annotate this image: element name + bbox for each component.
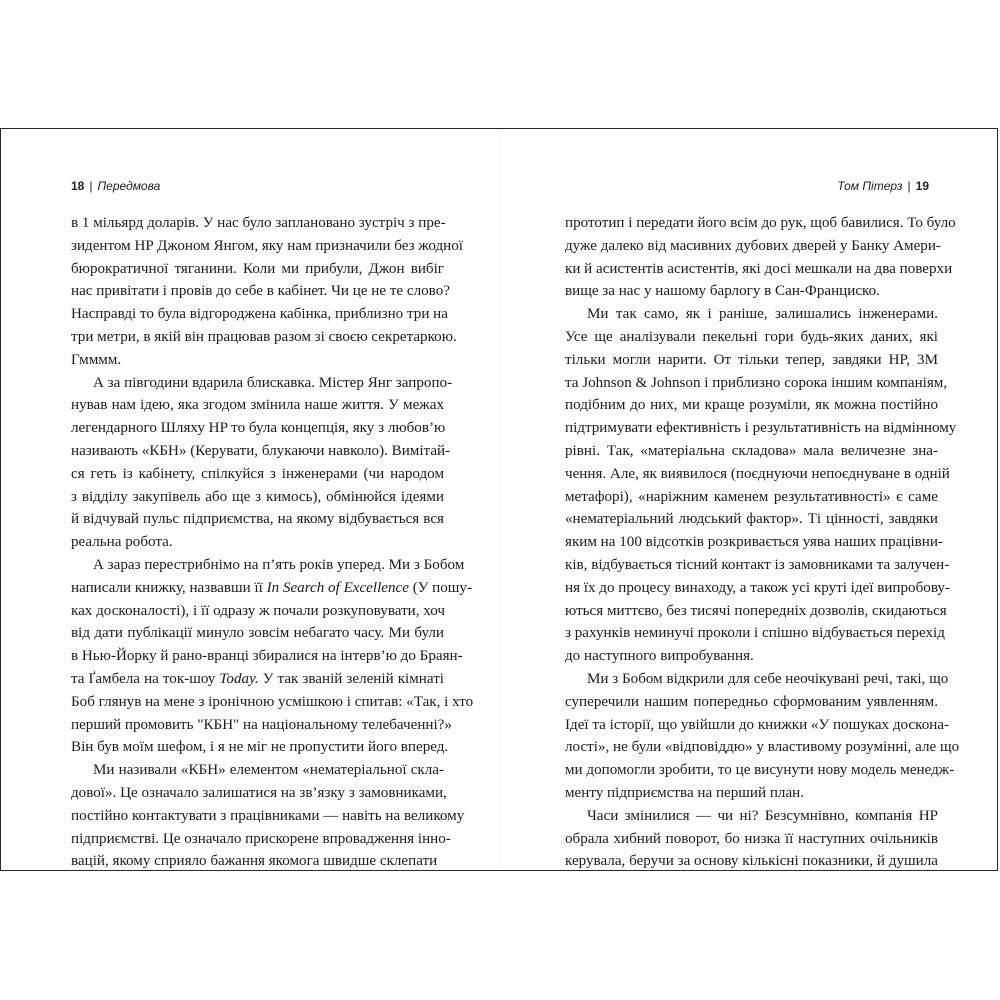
right-page-text xyxy=(565,212,960,873)
left-page-number: 18 xyxy=(71,179,85,193)
right-header-separator: | xyxy=(907,179,911,193)
text-line: ня їх до процесу винаходу, а також усі круті ідеї випробову- xyxy=(565,579,950,596)
text-line: перший промовить "КБН" на національному телебаченні?» xyxy=(71,716,452,733)
text-line: прототип і передати його всім до рук, щоб бавилися. То було xyxy=(565,215,956,231)
text-line: Ми називали «КБН» елементом «нематеріальної скла- xyxy=(93,762,444,779)
text-line: вацій, якому сприяло бажання якомога швидше склепати xyxy=(71,853,438,870)
text-line: в 1 мільярд доларів. У нас було заплановано зустріч з пре- xyxy=(71,215,446,231)
text-line: рівні. Так, «матеріальна складова» мала величезне зна- xyxy=(565,442,938,459)
text-segment: (У пошу- xyxy=(408,579,473,596)
right-page-number: 19 xyxy=(915,179,929,193)
text-line: Часи змінилися — чи ні? Безсумнівно, компанія HP xyxy=(587,807,938,824)
text-line: нував нам ідею, яка згодом змінила наше життя. У межах xyxy=(71,397,444,414)
right-running-title: Том Пітерз xyxy=(837,179,903,193)
text-line: дуже далеко від масивних дубових дверей у Банку Амери- xyxy=(565,237,941,254)
text-line: метафорі), «наріжним каменем результативності» є саме xyxy=(565,488,938,505)
text-line: вище за нас у нашому барлогу в Сан-Франциско. xyxy=(565,283,880,300)
left-page-text xyxy=(71,212,474,873)
text-line: реальна робота. xyxy=(71,534,173,551)
text-line: А зараз перестрибнімо на п’ять років уперед. Ми з Бобом xyxy=(93,556,465,573)
text-line: Боб глянув на мене з іронічною усмішкою і спитав: «Так, і хто xyxy=(71,693,474,710)
text-line: чення. Але, як виявилося (поєднуючи непоєднуване в одній xyxy=(565,465,950,482)
text-line: ках досконалості), і її одразу ж почали розкуповувати, хоч xyxy=(71,602,446,619)
text-line: Гмммм. xyxy=(71,351,122,368)
text-line: дової». Це означало залишатися на зв’язку з замовниками, xyxy=(71,784,447,801)
left-header-separator: | xyxy=(89,179,93,193)
right-page xyxy=(501,129,999,870)
text-line: легендарного Шляху HP то була концепція, яку з любов’ю xyxy=(71,420,446,437)
text-line: від дати публікації минуло зовсім небагато часу. Ми були xyxy=(71,625,444,642)
text-line: тільки могли нарити. От тільки тепер, завдяки HP, 3M xyxy=(565,351,938,368)
text-segment: У так званій зеленій кімнаті xyxy=(258,670,444,687)
text-line: Він був моїм шефом, і я не міг не пропустити його вперед. xyxy=(71,739,449,756)
italic-title: Today. xyxy=(219,670,259,687)
left-page xyxy=(1,129,500,870)
text-segment: та Ґамбела на ток-шоу xyxy=(71,670,220,687)
text-line: три метри, в якій він працював разом зі своєю секретаркою. xyxy=(71,328,457,345)
text-line: менту підприємства на перший план. xyxy=(565,784,805,801)
text-line: нас привітати і провів до себе в кабінет. Чи це не те слово? xyxy=(71,283,450,300)
text-line: й відчувай пульс підприємства, на якому відбувається вся xyxy=(71,511,444,528)
text-line: А за півгодини вдарила блискавка. Містер Янг запропо- xyxy=(93,374,453,391)
text-line: з рахунків неминучі проколи і спішно відбувається перехід xyxy=(565,625,945,642)
text-line: ків, відбувається тісний контакт із замовниками та залучен- xyxy=(565,556,950,573)
text-line: ки й асистентів асистентів, які досі мешкали на два поверхи xyxy=(565,260,953,277)
text-line: зидентом HP Джоном Янгом, яку нам призначили без жодної xyxy=(71,237,463,254)
text-line: в Нью-Йорку й рано-вранці збиралися на інтерв’ю до Браян- xyxy=(71,648,463,665)
text-line: ся геть із кабінету, спілкуйся з інженерами (чи народом xyxy=(71,465,444,482)
text-line: обрала хибний поворот, бо низка її наступних очільників xyxy=(565,830,938,847)
text-line: називають «КБН» (Керувати, блукаючи навколо). Вимітай- xyxy=(71,442,451,459)
text-line: керувала, беручи за основу кількісні показники, й душила xyxy=(565,853,938,870)
text-line: та Johnson & Johnson і приблизно сорока іншим компаніям, xyxy=(565,374,948,391)
text-line: «нематеріальний людський фактор». Ті цінності, завдяки xyxy=(565,511,938,528)
text-line: Ідеї та історії, що увійшли до книжки «У пошуках доскона- xyxy=(565,716,950,733)
text-line: до наступного випробування. xyxy=(565,648,754,665)
text-segment: написали книжку, назвавши її xyxy=(71,579,267,596)
text-line: бюрократичної тяганини. Коли ми прибули, Джон вибіг xyxy=(71,260,444,277)
text-line: лості», не були «відповіддю» у властивому розумінні, але що xyxy=(565,739,960,756)
text-line xyxy=(71,577,473,600)
text-line: подібним до них, ми краще розуміли, як можна постійно xyxy=(565,397,938,414)
text-line: Ми з Бобом відкрили для себе неочікувані речі, такі, що xyxy=(587,670,949,687)
text-line: Насправді то була відгороджена кабінка, приблизно три на xyxy=(71,306,448,323)
italic-title: In Search of Excellence xyxy=(266,579,409,596)
left-running-title: Передмова xyxy=(97,179,161,193)
right-running-head xyxy=(837,179,929,193)
text-line: ми допомогли зробити, то це висунути нову модель менедж- xyxy=(565,762,955,779)
text-line: підприємстві. Це означало прискорене впровадження інно- xyxy=(71,830,451,847)
book-spread xyxy=(0,128,998,871)
text-line: Усе ще аналізували пекельні гори будь-яких даних, які xyxy=(565,328,938,345)
text-line: яким на 100 відсотків розкривається уява наших працівни- xyxy=(565,534,943,551)
text-line: підтримувати ефективність і результативність на відмінному xyxy=(565,420,957,437)
left-running-head xyxy=(71,179,160,193)
text-line: ються миттєво, без тисячі попередніх дозволів, скидаються xyxy=(565,602,947,619)
text-line: суперечили нашим попередньо сформованим уявленням. xyxy=(565,693,938,710)
text-line xyxy=(71,668,444,691)
text-line: Ми так само, як і раніше, залишались інженерами. xyxy=(587,306,938,323)
text-line: постійно контактувати з працівниками — навіть на великому xyxy=(71,807,465,824)
text-line: з відділу закупівель або ще з кимось), обмінюйся ідеями xyxy=(71,488,444,505)
